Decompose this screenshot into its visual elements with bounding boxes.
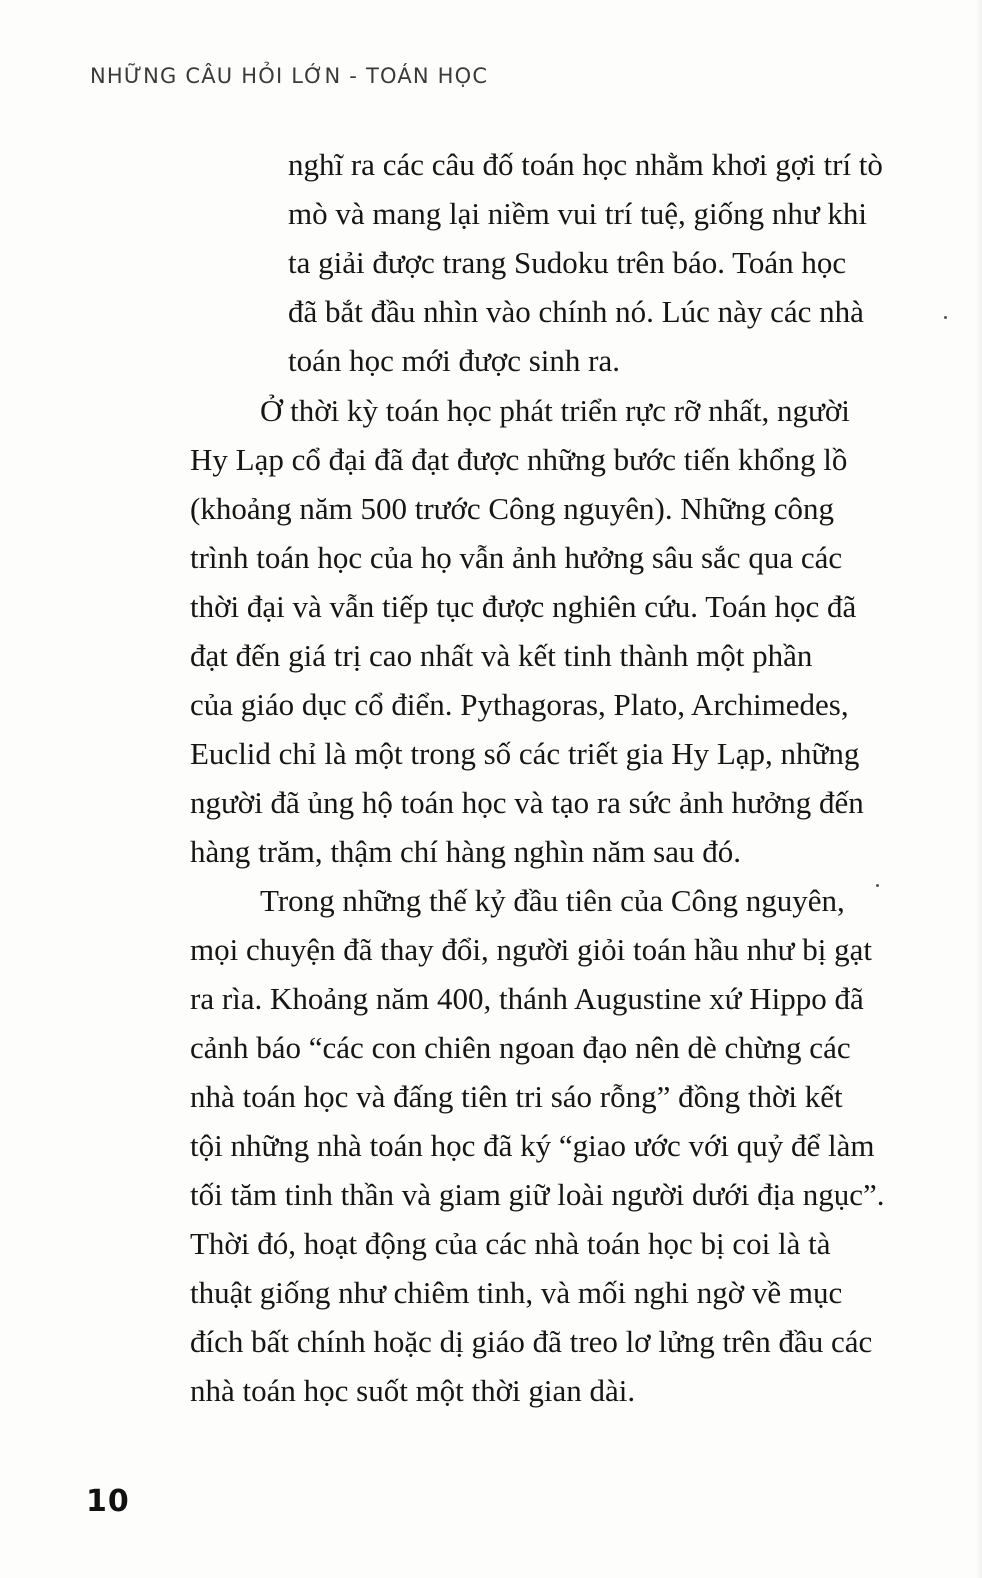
text-line: người đã ủng hộ toán học và tạo ra sức ảnh hưởng đến — [190, 785, 864, 820]
text-line: của giáo dục cổ điển. Pythagoras, Plato, Archimedes, — [190, 687, 849, 722]
text-line: Trong những thế kỷ đầu tiên của Công nguyên, — [260, 883, 845, 918]
paragraph-greek-math — [190, 386, 950, 876]
text-line: mò và mang lại niềm vui trí tuệ, giống như khi — [288, 196, 868, 231]
text-line: nhà toán học suốt một thời gian dài. — [190, 1373, 636, 1408]
text-line: thuật giống như chiêm tinh, và mối nghi ngờ về mục — [190, 1275, 843, 1310]
text-line: cảnh báo “các con chiên ngoan đạo nên dè chừng các — [190, 1030, 851, 1065]
text-line: đã bắt đầu nhìn vào chính nó. Lúc này các nhà — [288, 294, 864, 329]
text-line: trình toán học của họ vẫn ảnh hưởng sâu sắc qua các — [190, 540, 843, 575]
text-line: Hy Lạp cổ đại đã đạt được những bước tiến khổng lồ — [190, 442, 848, 477]
running-header: NHỮNG CÂU HỎI LỚN - TOÁN HỌC — [90, 64, 489, 88]
text-line: hàng trăm, thậm chí hàng nghìn năm sau đó. — [190, 834, 741, 869]
text-line: tội những nhà toán học đã ký “giao ước với quỷ để làm — [190, 1128, 875, 1163]
text-line: ta giải được trang Sudoku trên báo. Toán học — [288, 245, 847, 280]
text-line: ra rìa. Khoảng năm 400, thánh Augustine xứ Hippo đã — [190, 981, 864, 1016]
scan-speck — [876, 884, 879, 887]
page-edge-shadow — [976, 0, 982, 1578]
main-text — [190, 386, 950, 1415]
text-line: đạt đến giá trị cao nhất và kết tinh thành một phần — [190, 638, 813, 673]
text-line: thời đại và vẫn tiếp tục được nghiên cứu. Toán học đã — [190, 589, 857, 624]
text-line: nhà toán học và đấng tiên tri sáo rỗng” đồng thời kết — [190, 1079, 843, 1114]
text-line: Ở thời kỳ toán học phát triển rực rỡ nhất, người — [260, 393, 850, 428]
text-line: Thời đó, hoạt động của các nhà toán học bị coi là tà — [190, 1226, 831, 1261]
text-line: đích bất chính hoặc dị giáo đã treo lơ lửng trên đầu các — [190, 1324, 873, 1359]
text-line: tối tăm tinh thần và giam giữ loài người dưới địa ngục”. — [190, 1177, 885, 1212]
text-line: Euclid chỉ là một trong số các triết gia Hy Lạp, những — [190, 736, 860, 771]
scan-speck — [944, 316, 947, 319]
paragraph-middle-ages — [190, 876, 950, 1415]
page-number: 10 — [86, 1484, 130, 1519]
text-line: (khoảng năm 500 trước Công nguyên). Những công — [190, 491, 835, 526]
text-line: mọi chuyện đã thay đổi, người giỏi toán hầu như bị gạt — [190, 932, 872, 967]
continued-paragraph — [288, 140, 948, 385]
text-line: nghĩ ra các câu đố toán học nhằm khơi gợi trí tò — [288, 147, 883, 182]
text-line: toán học mới được sinh ra. — [288, 343, 620, 378]
